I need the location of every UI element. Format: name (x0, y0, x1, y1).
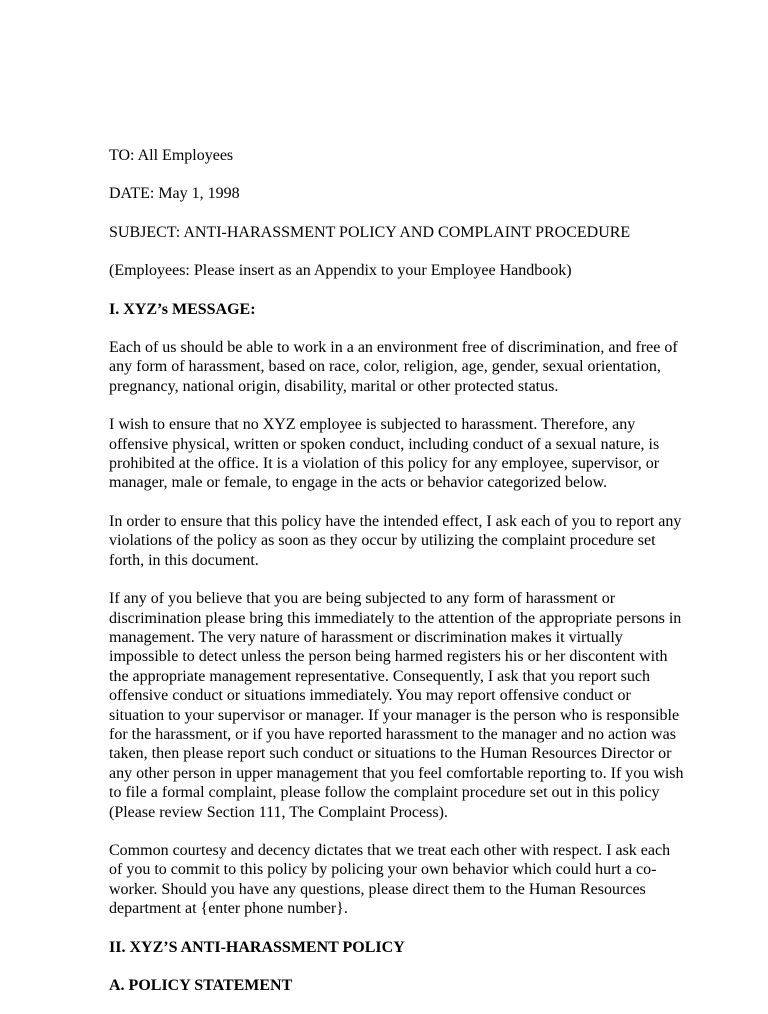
paragraph-line: manager, male or female, to engage in the acts or behavior categorized below. (109, 474, 608, 492)
section-2-heading: II. XYZ’S ANTI-HARASSMENT POLICY (109, 938, 405, 956)
paragraph (109, 512, 709, 570)
paragraph-line: If any of you believe that you are being subjected to any form of harassment or (109, 590, 616, 608)
paragraph-line: In order to ensure that this policy have the intended effect, I ask each of you to report any (109, 512, 682, 530)
paragraph-line: taken, then please report such conduct or situations to the Human Resources Director or (109, 745, 672, 763)
paragraph-line: management. The very nature of harassment or discrimination makes it virtually (109, 628, 623, 646)
paragraph-line: department at {enter phone number}. (109, 900, 348, 918)
paragraph-line: forth, in this document. (109, 551, 259, 569)
paragraph (109, 338, 709, 396)
paragraph-line: discrimination please bring this immediately to the attention of the appropriate persons in (109, 609, 682, 627)
memo-to: TO: All Employees (109, 147, 234, 164)
paragraph-line: any form of harassment, based on race, color, religion, age, gender, sexual orientation, (109, 358, 661, 376)
paragraph-line: any other person in upper management that you feel comfortable reporting to. If you wish (109, 764, 684, 782)
section-2a-heading: A. POLICY STATEMENT (109, 977, 293, 994)
paragraph-line: offensive conduct or situations immediately. You may report offensive conduct or (109, 687, 631, 705)
paragraph-line: pregnancy, national origin, disability, marital or other protected status. (109, 377, 559, 395)
memo-document (109, 146, 709, 1014)
paragraph-line: Common courtesy and decency dictates that we treat each other with respect. I ask each (109, 841, 671, 859)
memo-note: (Employees: Please insert as an Appendix to your Employee Handbook) (109, 262, 572, 280)
section-1-body (109, 338, 709, 919)
memo-date: DATE: May 1, 1998 (109, 185, 240, 203)
paragraph-line: of you to commit to this policy by policing your own behavior which could hurt a co- (109, 861, 657, 879)
paragraph-line: worker. Should you have any questions, please direct them to the Human Resources (109, 880, 646, 898)
paragraph-line: situation to your supervisor or manager. If your manager is the person who is responsible (109, 706, 680, 724)
paragraph-line: the appropriate management representative. Consequently, I ask that you report such (109, 667, 650, 685)
paragraph-line: (Please review Section 111, The Complaint Process). (109, 803, 448, 821)
paragraph-line: offensive physical, written or spoken conduct, including conduct of a sexual nature, is (109, 435, 660, 453)
paragraph (109, 841, 709, 919)
section-1-heading: I. XYZ’s MESSAGE: (109, 300, 256, 318)
paragraph-line: I wish to ensure that no XYZ employee is subjected to harassment. Therefore, any (109, 416, 636, 434)
paragraph-line: to file a formal complaint, please follow the complaint procedure set out in this policy (109, 784, 660, 802)
paragraph-line: prohibited at the office. It is a violation of this policy for any employee, supervisor, or (109, 455, 660, 473)
paragraph-line: impossible to detect unless the person being harmed registers his or her discontent with (109, 648, 668, 666)
paragraph-line: Each of us should be able to work in a an environment free of discrimination, and free of (109, 339, 678, 357)
paragraph-line: violations of the policy as soon as they occur by utilizing the complaint procedure set (109, 532, 656, 550)
paragraph-line: for the harassment, or if you have reported harassment to the manager and no action was (109, 725, 676, 743)
paragraph (109, 589, 709, 822)
paragraph (109, 415, 709, 493)
memo-subject: SUBJECT: ANTI-HARASSMENT POLICY AND COMPLAINT PROCEDURE (109, 223, 631, 241)
